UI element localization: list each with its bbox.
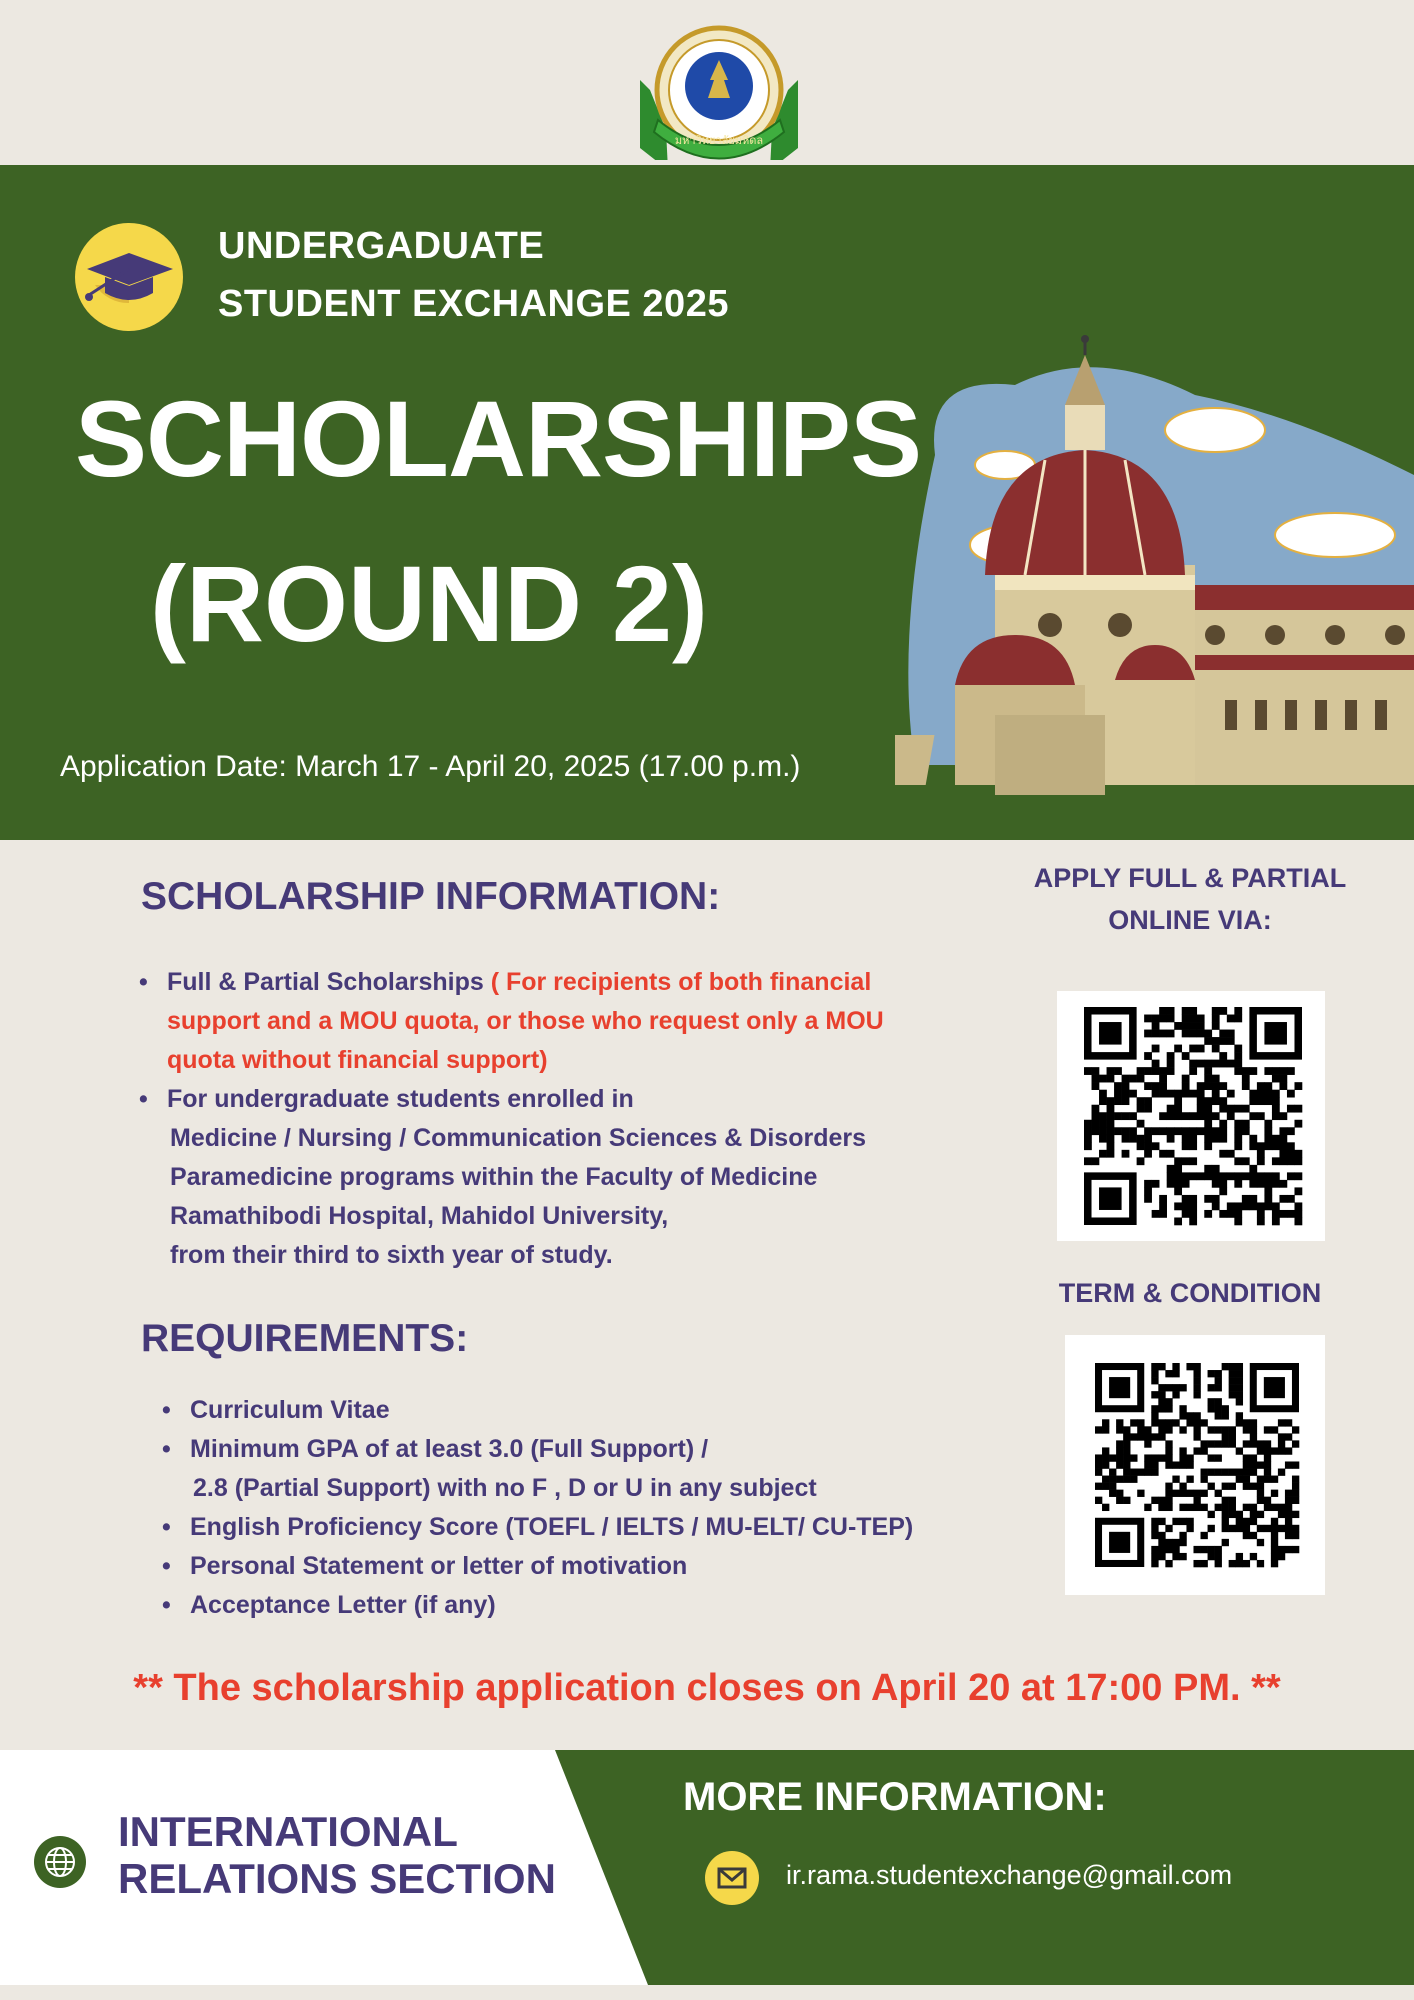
bottom-strip: [0, 1985, 1414, 2000]
bullet: •: [139, 968, 148, 996]
hero-banner: [0, 165, 1414, 840]
req-item-text: Curriculum Vitae: [190, 1396, 390, 1424]
apply-qr-code[interactable]: [1057, 991, 1325, 1241]
item1-red-line2: support and a MOU quota, or those who request only a MOU: [167, 1007, 884, 1035]
term-condition-label: TERM & CONDITION: [1058, 1278, 1322, 1308]
item2-line1: For undergraduate students enrolled in: [167, 1085, 634, 1113]
hero-round: (ROUND 2): [150, 543, 708, 664]
qr-code-icon: [1065, 1335, 1325, 1595]
bullet: •: [162, 1396, 171, 1424]
requirements-heading: REQUIREMENTS:: [141, 1317, 469, 1360]
list-item: [162, 1508, 990, 1547]
list-item: [139, 1080, 937, 1275]
contact-email-link[interactable]: ir.rama.studentexchange@gmail.com: [786, 1860, 1233, 1890]
list-item: [162, 1430, 990, 1508]
more-information-heading: MORE INFORMATION:: [683, 1775, 1107, 1819]
section-line2: RELATIONS SECTION: [118, 1855, 556, 1902]
requirements-list: [162, 1391, 990, 1625]
list-item: [162, 1547, 990, 1586]
req-item-text: English Proficiency Score (TOEFL / IELTS / MU-ELT/ CU-TEP): [190, 1513, 914, 1541]
item2-line4: Ramathibodi Hospital, Mahidol University,: [170, 1202, 669, 1230]
section-line1: INTERNATIONAL: [118, 1808, 458, 1855]
closing-notice: ** The scholarship application closes on April 20 at 17:00 PM. **: [133, 1667, 1281, 1709]
list-item: [162, 1391, 990, 1430]
term-qr-code[interactable]: [1065, 1335, 1325, 1595]
university-seal-logo: [638, 20, 800, 160]
item2-line3: Paramedicine programs within the Faculty of Medicine: [170, 1163, 818, 1191]
globe-icon: [33, 1835, 87, 1889]
item2-line5: from their third to sixth year of study.: [170, 1241, 613, 1269]
bullet: •: [162, 1513, 171, 1541]
apply-online-label: [1000, 857, 1380, 941]
bullet: •: [162, 1552, 171, 1580]
list-item: [162, 1586, 990, 1625]
hero-subtitle-line2: STUDENT EXCHANGE 2025: [218, 283, 729, 325]
apply-line1: APPLY FULL & PARTIAL: [1033, 863, 1347, 893]
item1-bold: Full & Partial Scholarships: [167, 968, 484, 996]
req-gpa-cont: 2.8 (Partial Support) with no F , D or U in any subject: [193, 1474, 817, 1502]
req-item-text: Minimum GPA of at least 3.0 (Full Support) /: [190, 1435, 709, 1463]
req-item-text: Personal Statement or letter of motivation: [190, 1552, 688, 1580]
hero-subtitle-line1: UNDERGADUATE: [218, 225, 545, 267]
svg-text:มหาวิทยาลัยมหิดล: มหาวิทยาลัยมหิดล: [674, 134, 764, 147]
scholarship-info-heading: SCHOLARSHIP INFORMATION:: [141, 875, 721, 918]
hero-title: SCHOLARSHIPS: [75, 378, 922, 499]
list-item: [139, 963, 937, 1080]
item2-line2: Medicine / Nursing / Communication Sciences & Disorders: [170, 1124, 866, 1152]
application-date: Application Date: March 17 - April 20, 2025 (17.00 p.m.): [60, 750, 801, 783]
international-relations-section: [118, 1808, 556, 1902]
item1-red-line1: ( For recipients of both financial: [483, 968, 872, 996]
item1-red-line3: quota without financial support): [167, 1046, 548, 1074]
graduation-cap-icon: [75, 223, 183, 331]
qr-code-icon: [1057, 991, 1325, 1241]
req-item-text: Acceptance Letter (if any): [190, 1591, 496, 1619]
bullet: •: [162, 1435, 171, 1463]
bullet: •: [162, 1591, 171, 1619]
mail-icon: [705, 1851, 759, 1905]
scholarship-info-list: [139, 963, 937, 1275]
cathedral-illustration: [895, 335, 1414, 840]
bullet: •: [139, 1085, 148, 1113]
apply-line2: ONLINE VIA:: [1108, 905, 1272, 935]
